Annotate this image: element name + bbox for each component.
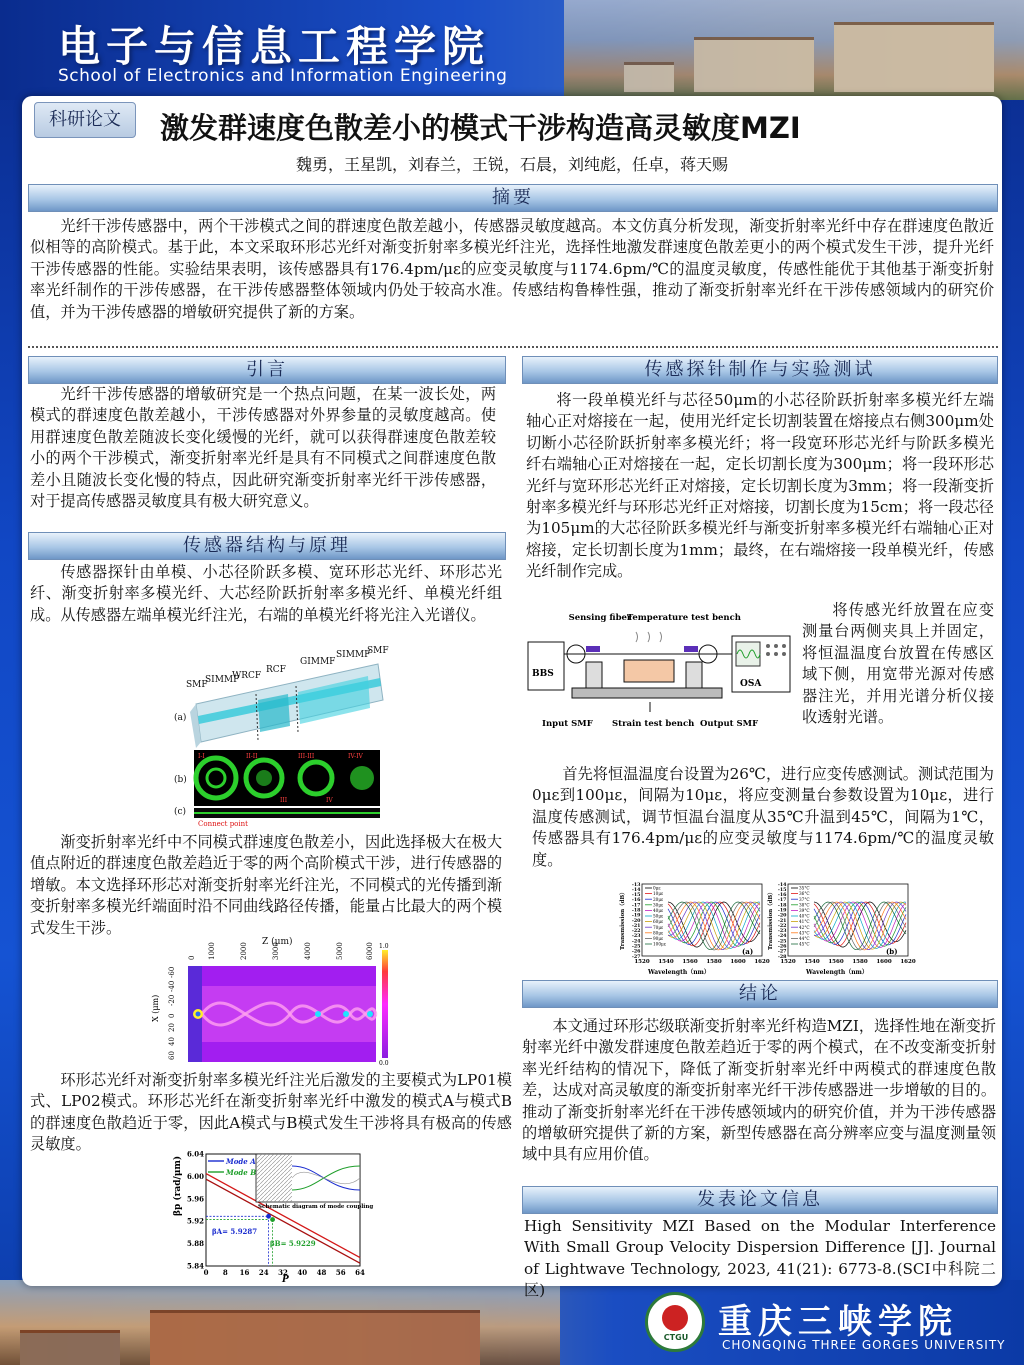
- structure-text-1: 传感器探针由单模、小芯径阶跃多模、宽环形芯光纤、环形芯光纤、渐变折射率多模光纤、大芯经阶跃折射率多模光纤、单模光纤组成。从传感器左端单模光纤注光，右端的单模光纤将光注入光谱仪。: [30, 563, 502, 624]
- spectra-y-tick: -14: [631, 886, 641, 893]
- spectra-legend-label: 10με: [653, 891, 664, 897]
- osa-label: OSA: [740, 679, 762, 689]
- intro-text: 光纤干涉传感器的增敏研究是一个热点问题，在某一波长处，两模式的群速度色散差越小，干涉传感器对外界参量的灵敏度越高。使用群速度色散差随波长变化缓慢的光纤，就可以获得群速度色散差较小的两个干涉模式，渐变折射率光纤是具有不同模式之间群速度色散差小且随波长变化慢的特点，因此研究渐变折射率光纤干涉传感器，对于提高传感器灵敏度具有极大研究意义。: [30, 385, 496, 511]
- spectra-legend-label: 40°C: [799, 913, 810, 919]
- svg-text:SIMMF: SIMMF: [205, 675, 240, 685]
- spectra-y-tick: -18: [631, 907, 641, 914]
- spectra-legend-label: 42°C: [799, 924, 810, 930]
- y-tick-label: 5.96: [186, 1194, 204, 1204]
- university-name-cn: 重庆三峡学院: [718, 1302, 958, 1342]
- spectra-y-tick: -18: [777, 902, 787, 909]
- svg-text:IV-IV: IV-IV: [348, 753, 363, 760]
- spectra-y-tick: -17: [631, 902, 641, 909]
- spectra-y-tick: -13: [631, 881, 641, 888]
- spectra-y-tick: -27: [631, 953, 641, 960]
- footer-campus-photo: [0, 1280, 560, 1365]
- y-tick-label: 5.92: [186, 1216, 204, 1226]
- fabrication-text-1: 将一段单模光纤与芯径50μm的小芯径阶跃折射率多模光纤左端轴心正对熔接在一起，使用光纤定长切割装置在熔接点右侧300μm处切断小芯径阶跃折射率多模光纤；将一段宽环形芯光纤与阶跃多模光纤右端轴心正对熔接在一起，定长切割长度为300μm；将一段环形芯光纤与宽环形芯光纤正对熔接，定长切割长度为3mm；将一段渐变折射率多模光纤与环形芯光纤正对熔接，切割长度为15cm；将一段芯径为105μm的大芯径阶跃多模光纤与渐变折射率多模光纤右端轴心正对熔接，定长切割长度为1mm；最终，在右端熔接一段单模光纤，传感光纤制作完成。: [526, 391, 994, 581]
- svg-text:20: 20: [168, 1023, 176, 1032]
- spectra-y-tick: -16: [777, 892, 787, 899]
- svg-text:X (μm): X (μm): [151, 994, 160, 1022]
- spectra-legend-label: 20με: [653, 896, 664, 902]
- paper-title: 激发群速度色散差小的模式干涉构造高灵敏度MZI: [160, 111, 801, 145]
- spectra-x-tick: 1620: [900, 959, 916, 965]
- strain-bench-label: Strain test bench: [612, 719, 695, 729]
- campus-photo: [564, 0, 1024, 100]
- spectra-y-tick: -22: [777, 922, 787, 929]
- spectra-legend-label: 37°C: [799, 896, 810, 902]
- spectra-panel-b: (b): [886, 947, 898, 956]
- spectra-y-tick: -17: [777, 897, 787, 904]
- spectra-legend-label: 35°C: [799, 885, 810, 891]
- spectra-legend-label: 40με: [653, 908, 664, 913]
- spectra-legend-label: 0με: [653, 885, 661, 891]
- svg-text:SMF: SMF: [367, 646, 389, 656]
- spectra-y-tick: -20: [777, 912, 787, 919]
- spectra-y-tick: -25: [631, 943, 641, 950]
- svg-text:WRCF: WRCF: [232, 671, 262, 681]
- svg-text:1000: 1000: [208, 942, 216, 960]
- svg-text:RCF: RCF: [266, 665, 286, 675]
- structure-text-3: 环形芯光纤对渐变折射率多模光纤注光后激发的主要模式为LP01模式、LP02模式。环形芯光纤在渐变折射率光纤中激发的模式A与模式B的群速度色散趋近于零，因此A模式与B模式发生干涉将具有极高的传感灵敏度。: [30, 1071, 512, 1154]
- fabrication-text-3: 首先将恒温温度台设置为26℃，进行应变传感测试。测试范围为0με到100με，间隔为10με，将应变测量台参数设置为10με，进行温度传感测试，调节恒温台温度从35℃升温到45℃，间隔为1℃，传感器具有176.4pm/με的应变灵敏度与1174.6pm/℃的温度灵敏度。: [532, 765, 994, 869]
- mode-propagation-figure: [150, 936, 398, 1066]
- spectra-y-tick: -20: [631, 917, 641, 924]
- spectra-x-tick: 1600: [730, 959, 746, 965]
- spectra-legend-label: 45°C: [799, 941, 810, 947]
- experiment-setup-figure: [524, 606, 794, 736]
- spectra-legend-label: 30με: [653, 902, 664, 908]
- abstract-heading: 摘要: [28, 184, 998, 212]
- spectra-y-tick: -28: [777, 953, 787, 960]
- conclusion-heading: 结论: [522, 980, 998, 1008]
- svg-text:I-I: I-I: [198, 753, 205, 760]
- spectra-y-tick: -24: [631, 938, 641, 945]
- spectra-legend-label: 90με: [653, 936, 664, 941]
- school-title-cn: 电子与信息工程学院: [58, 22, 491, 71]
- x-tick-label: 56: [335, 1268, 346, 1277]
- spectra-legend-label: 50με: [653, 913, 664, 919]
- svg-text:(c): (c): [174, 807, 187, 817]
- beta-p-chart: [168, 1148, 374, 1285]
- svg-text:-60: -60: [168, 966, 176, 978]
- beta-a-annotation: βA= 5.9287: [212, 1227, 258, 1236]
- conclusion-text: 本文通过环形芯级联渐变折射率光纤构造MZI，选择性地在渐变折射率光纤中激发群速度色散差趋近于零的两个模式，在不改变渐变折射率光纤结构的情况下，降低了渐变折射率光纤中两模式的群速度色散差，达成对高灵敏度的渐变折射率光纤干涉传感器进一步增敏的目的。推动了渐变折射率光纤在干涉传感领域内的研究价值，并为干涉传感器的增敏研究提供了新的方案，新型传感器在高分辨率应变与温度测量领域中具有应用价值。: [522, 1017, 996, 1164]
- svg-text:III-III: III-III: [298, 753, 315, 760]
- y-tick-label: 5.88: [186, 1239, 204, 1249]
- svg-text:Connect point: Connect point: [198, 820, 248, 828]
- university-name-en: CHONGQING THREE GORGES UNIVERSITY: [722, 1338, 1006, 1352]
- svg-text:0.0: 0.0: [379, 1060, 389, 1067]
- spectra-y-tick: -15: [631, 892, 641, 899]
- svg-text:III: III: [280, 797, 288, 804]
- data-point: [266, 1214, 271, 1219]
- fabrication-heading: 传感探针制作与实验测试: [522, 356, 998, 384]
- spectra-x-tick: 1600: [876, 959, 892, 965]
- spectra-xlabel-a: Wavelength（nm）: [648, 969, 710, 976]
- output-smf-label: Output SMF: [700, 719, 759, 729]
- data-point: [270, 1217, 275, 1222]
- abstract-text: 光纤干涉传感器中，两个干涉模式之间的群速度色散差越小，传感器灵敏度越高。本文仿真分析发现，渐变折射率光纤中存在群速度色散近似相等的高阶模式。基于此，本文采取环形芯光纤对渐变折射率多模光纤注光，选择性地激发群速度色散差更小的两个模式发生干涉，提升光纤干涉传感器的性能。实验结果表明，该传感器具有176.4pm/με的应变灵敏度与1174.6pm/℃的温度灵敏度，传感性能优于其他基于渐变折射率光纤制作的干涉传感器，在干涉传感器整体领域内仍处于较高水准。传感结构鲁棒性强，推动了渐变折射率光纤在干涉传感领域内的研究价值，并为干涉传感器的增敏研究提供了新的方案。: [30, 217, 994, 321]
- spectra-x-tick: 1520: [780, 959, 796, 965]
- x-tick-label: 8: [222, 1268, 228, 1277]
- fabrication-text-2: 将传感光纤放置在应变测量台两侧夹具上并固定，将恒温温度台放置在传感区域下侧，用宽带光源对传感器注光，并用光谱分析仪接收透射光谱。: [802, 601, 994, 727]
- x-tick-label: 24: [258, 1268, 269, 1277]
- y-tick-label: 5.84: [186, 1261, 204, 1271]
- input-smf-label: Input SMF: [542, 719, 593, 729]
- beta-b-annotation: βB= 5.9229: [270, 1239, 316, 1248]
- structure-text-2: 渐变折射率光纤中不同模式群速度色散差小，因此选择极大在极大值点附近的群速度色散差趋近于零的两个高阶模式干涉，进行传感器的增敏。本文选择环形芯对渐变折射率光纤注光，不同模式的光传播到渐变折射率多模光纤端面时沿不同曲线路径传播，能量占比最大的两个模式发生干涉。: [30, 833, 502, 937]
- svg-text:40: 40: [168, 1037, 176, 1046]
- spectra-legend-label: 39°C: [799, 908, 810, 913]
- svg-text:II-II: II-II: [246, 753, 258, 760]
- chart-xlabel: P: [282, 1275, 289, 1285]
- spectra-y-tick: -27: [777, 948, 787, 955]
- svg-text:5000: 5000: [336, 942, 344, 960]
- svg-text:(b): (b): [174, 775, 187, 785]
- svg-text:IV: IV: [326, 797, 333, 804]
- spectra-x-tick: 1540: [804, 959, 820, 965]
- spectra-legend-label: 44°C: [799, 936, 810, 941]
- spectra-x-tick: 1520: [634, 959, 650, 965]
- spectra-y-tick: -23: [631, 933, 641, 940]
- spectra-y-tick: -24: [777, 933, 787, 940]
- svg-text:4000: 4000: [304, 942, 312, 960]
- spectra-y-tick: -19: [631, 912, 641, 919]
- spectra-legend-label: 60με: [653, 919, 664, 925]
- svg-text:0: 0: [188, 955, 196, 960]
- svg-text:SIMMF: SIMMF: [336, 650, 371, 660]
- legend-mode-b: Mode B: [226, 1168, 257, 1177]
- spectra-legend-label: 36°C: [799, 891, 810, 897]
- svg-text:1.0: 1.0: [379, 943, 389, 950]
- spectra-x-tick: 1620: [754, 959, 770, 965]
- spectra-legend-label: 70με: [653, 924, 664, 930]
- header-banner: [0, 0, 1024, 100]
- x-tick-label: 16: [239, 1268, 250, 1277]
- sensing-fiber-label: Sensing fiber: [568, 613, 632, 623]
- x-tick-label: 32: [278, 1268, 288, 1277]
- y-tick-label: 6.04: [186, 1149, 204, 1159]
- svg-text:GIMMF: GIMMF: [300, 657, 336, 667]
- svg-text:6000: 6000: [366, 942, 374, 960]
- spectra-y-tick: -15: [777, 886, 787, 893]
- x-tick-label: 0: [203, 1268, 209, 1277]
- temp-bench-label: Temperature test bench: [627, 613, 741, 623]
- publication-heading: 发表论文信息: [522, 1186, 998, 1214]
- spectra-x-tick: 1560: [682, 959, 698, 965]
- spectra-x-tick: 1580: [852, 959, 868, 965]
- spectra-y-tick: -23: [777, 928, 787, 935]
- spectra-y-tick: -21: [631, 922, 641, 929]
- school-title-en: School of Electronics and Information Engineering: [58, 66, 508, 86]
- svg-text:SMF: SMF: [186, 680, 208, 690]
- spectra-y-tick: -26: [777, 943, 787, 950]
- spectra-x-tick: 1560: [828, 959, 844, 965]
- svg-text:(a): (a): [174, 713, 187, 723]
- x-tick-label: 64: [355, 1268, 365, 1277]
- spectra-ylabel-a: Transmission（dB）: [620, 889, 626, 950]
- spectra-panel-a: (a): [742, 947, 754, 956]
- intro-heading: 引言: [28, 356, 506, 384]
- divider: [28, 346, 998, 348]
- paper-authors: 魏勇，王星凯，刘春兰，王锐，石晨，刘纯彪，任卓，蒋天赐: [295, 155, 728, 174]
- spectra-xlabel-b: Wavelength（nm）: [806, 969, 868, 976]
- spectra-legend-label: 100με: [653, 941, 666, 947]
- university-logo: CTGU: [645, 1292, 705, 1352]
- svg-text:-40: -40: [168, 980, 176, 992]
- category-badge: 科研论文: [34, 102, 136, 138]
- spectra-y-tick: -22: [631, 928, 641, 935]
- x-tick-label: 48: [316, 1268, 327, 1277]
- svg-text:-20: -20: [168, 994, 176, 1006]
- spectra-y-tick: -14: [777, 881, 787, 888]
- legend-mode-a: Mode A: [226, 1157, 256, 1166]
- publication-text: High Sensitivity MZI Based on the Modular Interference With Small Group Velocity Dispersion Difference [J]. Journal of Lightwave Technology, 2023, 41(21): 6773-8.(SCI中科院二区): [524, 1217, 996, 1300]
- spectra-legend-label: 43°C: [799, 930, 810, 936]
- x-tick-label: 40: [297, 1268, 308, 1277]
- y-tick-label: 6.00: [186, 1171, 204, 1181]
- spectra-legend-label: 38°C: [799, 902, 810, 908]
- chart-ylabel: βp (rad/μm): [173, 1155, 183, 1216]
- spectra-y-tick: -25: [777, 938, 787, 945]
- svg-text:Z (μm): Z (μm): [262, 937, 293, 947]
- spectra-y-tick: -26: [631, 948, 641, 955]
- svg-text:3000: 3000: [272, 942, 280, 960]
- chart-inset-label: Schematic diagram of mode coupling: [258, 1204, 374, 1210]
- spectra-x-tick: 1580: [706, 959, 722, 965]
- svg-text:60: 60: [168, 1051, 176, 1060]
- svg-text:2000: 2000: [240, 942, 248, 960]
- structure-heading: 传感器结构与原理: [28, 532, 506, 560]
- spectra-legend-label: 41°C: [799, 919, 810, 925]
- spectra-y-tick: -19: [777, 907, 787, 914]
- spectra-legend-label: 80με: [653, 930, 664, 936]
- spectra-y-tick: -21: [777, 917, 787, 924]
- spectra-y-tick: -16: [631, 897, 641, 904]
- transmission-spectra-figure: [618, 880, 916, 976]
- bbs-label: BBS: [532, 669, 554, 679]
- svg-text:0: 0: [168, 1013, 176, 1018]
- spectra-ylabel-b: Transmission（dB）: [768, 889, 774, 950]
- spectra-x-tick: 1540: [658, 959, 674, 965]
- sensor-structure-figure: [168, 642, 388, 828]
